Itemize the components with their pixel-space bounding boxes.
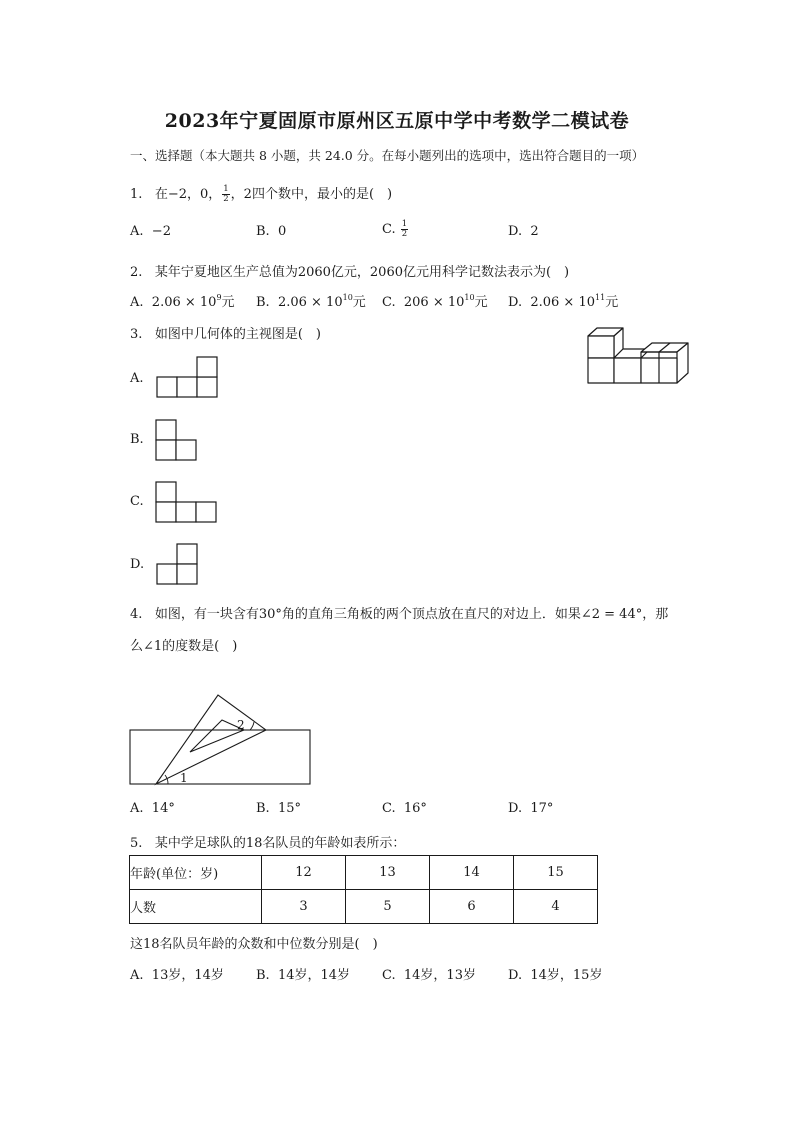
option-b[interactable]: B.: [130, 432, 144, 447]
front-view-option-a[interactable]: [156, 356, 218, 399]
section-heading: 一、选择题（本大题共 8 小题，共 24.0 分。在每小题列出的选项中，选出符合题目的一项）: [130, 148, 645, 163]
option-a[interactable]: A.: [130, 371, 144, 386]
question-text: 某中学足球队的18名队员的年龄如表所示：: [154, 836, 406, 851]
option-b[interactable]: B. 0: [256, 224, 287, 239]
question-5: [130, 832, 405, 851]
table-cell: 12: [262, 856, 346, 890]
option-a[interactable]: A. 13岁，14岁: [130, 968, 224, 983]
option-a[interactable]: A. 14°: [130, 801, 175, 816]
question-number: 1.: [130, 187, 143, 202]
angle-2-label: 2: [237, 718, 245, 732]
question-number: 4.: [130, 607, 143, 622]
triangle-outer: [156, 695, 266, 784]
option-b[interactable]: B. 14岁，14岁: [256, 968, 351, 983]
option-b[interactable]: B. 15°: [256, 801, 301, 816]
ruler-shape: [130, 730, 310, 784]
table-cell: 4: [514, 890, 598, 924]
age-table: [129, 855, 598, 924]
fraction: $\frac{1}{2}$: [401, 219, 408, 239]
ruler-triangle-figure: [128, 692, 314, 788]
option-c[interactable]: C. 16°: [382, 801, 427, 816]
table-header-cell: 年龄(单位：岁): [130, 856, 262, 890]
table-cell: 14: [430, 856, 514, 890]
question-text: 某年宁夏地区生产总值为2060亿元，2060亿元用科学记数法表示为( ): [154, 265, 570, 280]
table-cell: 3: [262, 890, 346, 924]
question-text: 如图，有一块含有30°角的直角三角板的两个顶点放在直尺的对边上．如果∠2 = 44°，那: [154, 607, 669, 622]
option-c[interactable]: C. $206 \times 10^{10}$元: [382, 293, 488, 310]
question-text: 在−2，0，: [154, 187, 222, 202]
option-c[interactable]: C.: [130, 494, 144, 509]
option-a[interactable]: A. $2.06 \times 10^9$元: [130, 293, 235, 310]
option-d[interactable]: D.: [130, 557, 145, 572]
question-number: 2.: [130, 265, 143, 280]
question-3: [130, 323, 321, 342]
table-cell: 13: [346, 856, 430, 890]
table-row: [130, 856, 598, 890]
question-text: 如图中几何体的主视图是( ): [154, 327, 321, 342]
question-1: [130, 183, 392, 204]
option-d[interactable]: D. 2: [508, 224, 539, 239]
table-cell: 15: [514, 856, 598, 890]
angle-1-label: 1: [180, 771, 188, 785]
option-c[interactable]: C. 14岁，13岁: [382, 968, 476, 983]
page-title: 2023年宁夏固原市原州区五原中学中考数学二模试卷: [164, 110, 630, 132]
question-text: 这18名队员年龄的众数和中位数分别是( ): [130, 937, 378, 952]
cube-solid-figure: [585, 325, 690, 387]
front-view-option-c[interactable]: [155, 481, 217, 524]
option-d[interactable]: D. 17°: [508, 801, 554, 816]
question-text: 么∠1的度数是( ): [130, 639, 238, 654]
fraction: $\frac{1}{2}$: [223, 184, 229, 204]
table-header-cell: 人数: [130, 890, 262, 924]
option-c[interactable]: C. $\frac{1}{2}$: [382, 219, 408, 239]
option-a[interactable]: A. −2: [130, 224, 171, 239]
option-b[interactable]: B. $2.06 \times 10^{10}$元: [256, 293, 366, 310]
question-2: [130, 261, 569, 280]
question-number: 5.: [130, 836, 143, 851]
question-text: ，2四个数中，最小的是( ): [230, 187, 393, 202]
question-4: [130, 603, 668, 622]
question-number: 3.: [130, 327, 143, 342]
triangle-inner: [190, 720, 244, 752]
table-cell: 5: [346, 890, 430, 924]
option-d[interactable]: D. 14岁，15岁: [508, 968, 603, 983]
table-cell: 6: [430, 890, 514, 924]
table-row: [130, 890, 598, 924]
front-view-option-d[interactable]: [156, 543, 198, 586]
front-view-option-b[interactable]: [155, 419, 197, 462]
option-d[interactable]: D. $2.06 \times 10^{11}$元: [508, 293, 619, 310]
